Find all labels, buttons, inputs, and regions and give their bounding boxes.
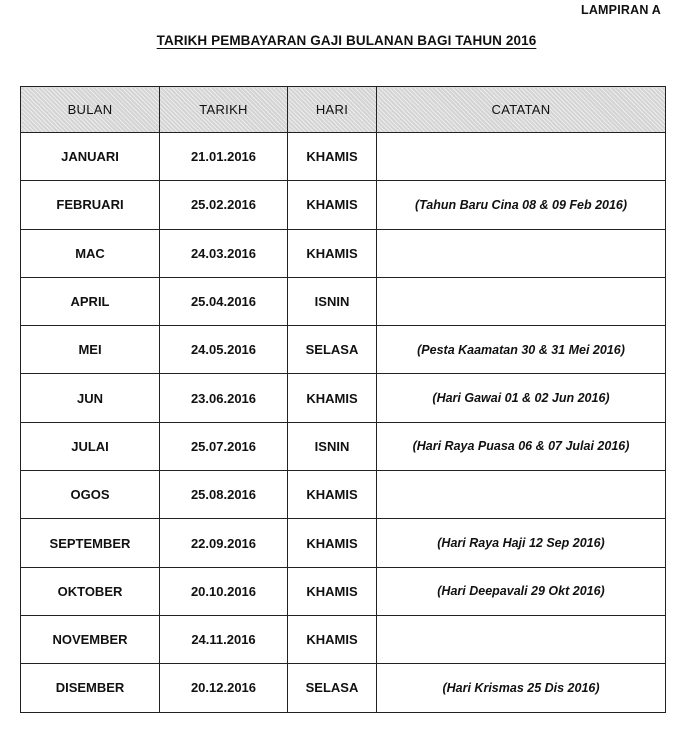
table-row bbox=[21, 277, 666, 325]
document-title bbox=[0, 33, 693, 48]
cell-month: OGOS bbox=[21, 471, 160, 519]
cell-day: KHAMIS bbox=[288, 374, 377, 422]
cell-date: 25.04.2016 bbox=[160, 277, 288, 325]
cell-month: OKTOBER bbox=[21, 567, 160, 615]
cell-day: KHAMIS bbox=[288, 229, 377, 277]
cell-month: JUN bbox=[21, 374, 160, 422]
table-body bbox=[21, 133, 666, 713]
table-row bbox=[21, 133, 666, 181]
header-date: TARIKH bbox=[160, 87, 288, 133]
cell-note bbox=[377, 133, 666, 181]
cell-note bbox=[377, 471, 666, 519]
cell-date: 25.07.2016 bbox=[160, 422, 288, 470]
cell-date: 23.06.2016 bbox=[160, 374, 288, 422]
cell-date: 22.09.2016 bbox=[160, 519, 288, 567]
cell-date: 24.05.2016 bbox=[160, 326, 288, 374]
cell-month: NOVEMBER bbox=[21, 615, 160, 663]
cell-note bbox=[377, 615, 666, 663]
table-row bbox=[21, 519, 666, 567]
cell-date: 24.11.2016 bbox=[160, 615, 288, 663]
cell-day: KHAMIS bbox=[288, 519, 377, 567]
table-header-row bbox=[21, 87, 666, 133]
cell-note bbox=[377, 229, 666, 277]
table-row bbox=[21, 374, 666, 422]
cell-date: 20.12.2016 bbox=[160, 664, 288, 712]
cell-note: (Hari Raya Haji 12 Sep 2016) bbox=[377, 519, 666, 567]
cell-day: ISNIN bbox=[288, 422, 377, 470]
cell-day: SELASA bbox=[288, 326, 377, 374]
cell-note: (Hari Krismas 25 Dis 2016) bbox=[377, 664, 666, 712]
cell-month: SEPTEMBER bbox=[21, 519, 160, 567]
header-notes: CATATAN bbox=[377, 87, 666, 133]
cell-month: APRIL bbox=[21, 277, 160, 325]
cell-date: 24.03.2016 bbox=[160, 229, 288, 277]
salary-schedule-table bbox=[20, 86, 666, 713]
cell-day: KHAMIS bbox=[288, 567, 377, 615]
table-row bbox=[21, 664, 666, 712]
cell-day: KHAMIS bbox=[288, 471, 377, 519]
cell-date: 25.08.2016 bbox=[160, 471, 288, 519]
table-row bbox=[21, 615, 666, 663]
annex-label: LAMPIRAN A bbox=[580, 3, 661, 17]
cell-day: SELASA bbox=[288, 664, 377, 712]
cell-month: FEBRUARI bbox=[21, 181, 160, 229]
header-month: BULAN bbox=[21, 87, 160, 133]
table-row bbox=[21, 181, 666, 229]
cell-note: (Tahun Baru Cina 08 & 09 Feb 2016) bbox=[377, 181, 666, 229]
cell-month: MAC bbox=[21, 229, 160, 277]
cell-date: 20.10.2016 bbox=[160, 567, 288, 615]
header-day: HARI bbox=[288, 87, 377, 133]
cell-note: (Pesta Kaamatan 30 & 31 Mei 2016) bbox=[377, 326, 666, 374]
cell-note: (Hari Gawai 01 & 02 Jun 2016) bbox=[377, 374, 666, 422]
table-row bbox=[21, 422, 666, 470]
table-row bbox=[21, 229, 666, 277]
cell-note bbox=[377, 277, 666, 325]
table-row bbox=[21, 471, 666, 519]
cell-day: KHAMIS bbox=[288, 133, 377, 181]
cell-day: KHAMIS bbox=[288, 181, 377, 229]
cell-date: 21.01.2016 bbox=[160, 133, 288, 181]
cell-note: (Hari Deepavali 29 Okt 2016) bbox=[377, 567, 666, 615]
cell-month: MEI bbox=[21, 326, 160, 374]
table-row bbox=[21, 326, 666, 374]
cell-date: 25.02.2016 bbox=[160, 181, 288, 229]
cell-month: JANUARI bbox=[21, 133, 160, 181]
document-title-text: TARIKH PEMBAYARAN GAJI BULANAN BAGI TAHUN 2016 bbox=[156, 33, 537, 48]
table-row bbox=[21, 567, 666, 615]
cell-day: ISNIN bbox=[288, 277, 377, 325]
cell-month: JULAI bbox=[21, 422, 160, 470]
cell-note: (Hari Raya Puasa 06 & 07 Julai 2016) bbox=[377, 422, 666, 470]
cell-month: DISEMBER bbox=[21, 664, 160, 712]
cell-day: KHAMIS bbox=[288, 615, 377, 663]
